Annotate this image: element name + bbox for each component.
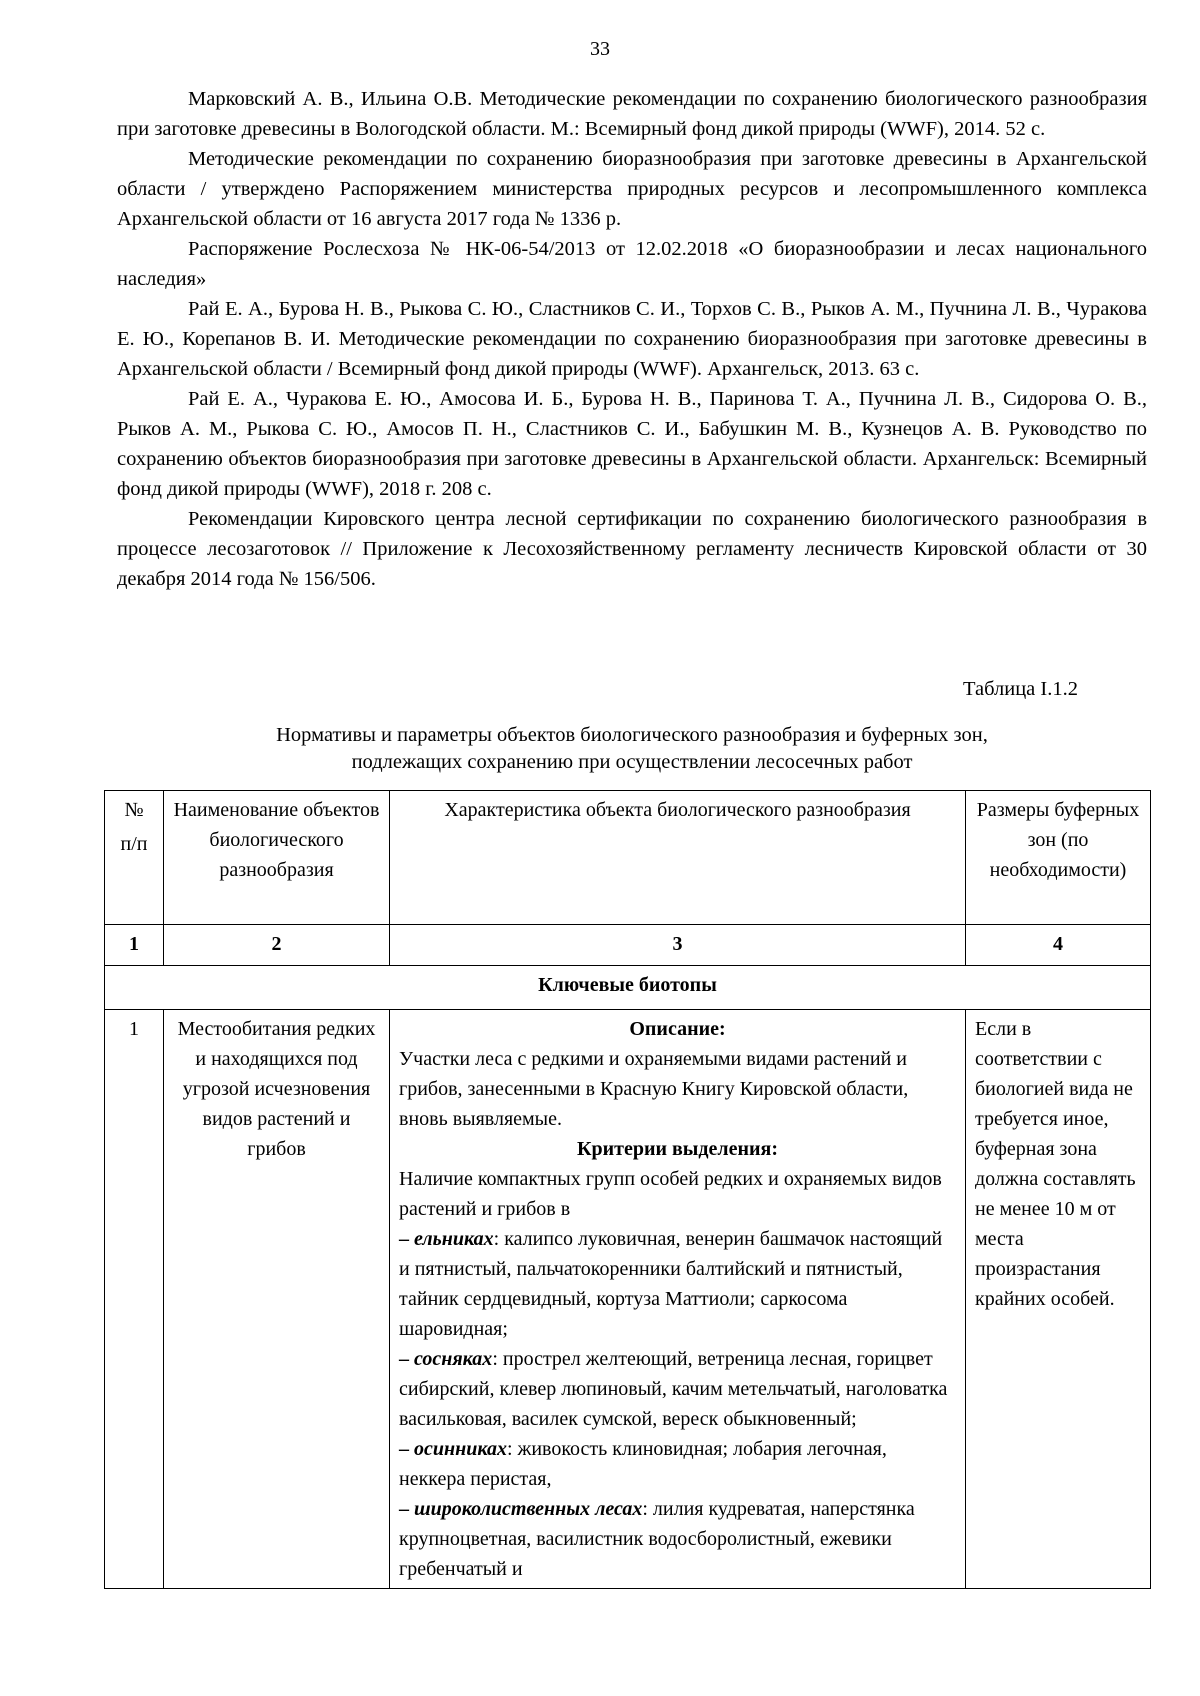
forest-item [399,1344,956,1434]
forest-type: широколиственных лесах [414,1498,643,1520]
criteria-heading: Критерии выделения: [576,1138,779,1160]
header-number [105,791,164,925]
forest-species: : лилия кудреватая, наперстянка крупноцветная, василистник водосборолистный, ежевики гребенчатый и [399,1498,915,1580]
forest-dash: – [399,1348,414,1370]
row-number: 1 [105,1010,164,1589]
column-number-row [105,925,1151,966]
section-title: Ключевые биотопы [105,966,1151,1010]
page-number: 33 [590,38,610,60]
norms-table [104,790,1151,1589]
column-number: 4 [966,925,1151,966]
column-number: 1 [105,925,164,966]
forest-type: осинниках [414,1438,507,1460]
header-number-pp: п/п [120,833,148,855]
table-header-row [105,791,1151,925]
forest-item [399,1224,956,1344]
table-label: Таблица I.1.2 [962,678,1078,700]
criteria-intro: Наличие компактных групп особей редких и охраняемых видов растений и грибов в [399,1168,942,1220]
forest-dash: – [399,1228,414,1250]
reference-item: Рай Е. А., Бурова Н. В., Рыкова С. Ю., Сластников С. И., Торхов С. В., Рыков А. М., Пучнина Л. В., Чуракова Е. Ю., Корепанов В. И. Методические рекомендации по сохранению биоразнообразия при заготовке древесины в Архангельской области / Всемирный фонд дикой природы (WWF). Архангельск, 2013. 63 с. [117,298,1147,380]
forest-species: : прострел желтеющий, ветреница лесная, горицвет сибирский, клевер люпиновый, качим метельчатый, наголоватка васильковая, василек сумской, вереск обыкновенный; [399,1348,948,1430]
forest-item [399,1434,956,1494]
reference-item: Марковский А. В., Ильина О.В. Методические рекомендации по сохранению биологического разнообразия при заготовке древесины в Вологодской области. М.: Всемирный фонд дикой природы (WWF), 2014. 52 с. [117,88,1147,140]
forest-type: сосняках [414,1348,493,1370]
column-number: 2 [164,925,390,966]
table-title-line: Нормативы и параметры объектов биологического разнообразия и буферных зон, [276,724,988,746]
reference-item: Рекомендации Кировского центра лесной сертификации по сохранению биологического разнообразия в процессе лесозаготовок // Приложение к Лесохозяйственному регламенту лесничеств Кировской области от 30 декабря 2014 года № 156/506. [117,508,1147,590]
reference-item: Рай Е. А., Чуракова Е. Ю., Амосова И. Б., Бурова Н. В., Паринова Т. А., Пучнина Л. В., Сидорова О. В., Рыков А. М., Рыкова С. Ю., Амосов П. Н., Сластников С. И., Бабушкин М. В., Кузнецов А. В. Руководство по сохранению объектов биоразнообразия при заготовке древесины в Архангельской области. Архангельск: Всемирный фонд дикой природы (WWF), 2018 г. 208 с. [117,388,1147,500]
reference-item: Методические рекомендации по сохранению биоразнообразия при заготовке древесины в Архангельской области / утверждено Распоряжением министерства природных ресурсов и лесопромышленного комплекса Архангельской области от 16 августа 2017 года № 1336 р. [117,148,1147,230]
forest-species: : калипсо луковичная, венерин башмачок настоящий и пятнистый, пальчатокоренники балтийский и пятнистый, тайник сердцевидный, кортуза Маттиоли; саркосома шаровидная; [399,1228,943,1340]
reference-list [117,84,1147,594]
table-row [105,1010,1151,1589]
header-buffer: Размеры буферных зон (по необходимости) [966,791,1151,925]
table-title [117,722,1147,776]
forest-species: : живокость клиновидная; лобария легочная, неккера перистая, [399,1438,887,1490]
description-heading: Описание: [629,1018,726,1040]
forest-type: ельниках [414,1228,494,1250]
table-title-line: подлежащих сохранению при осуществлении лесосечных работ [351,751,913,773]
description-text: Участки леса с редкими и охраняемыми видами растений и грибов, занесенными в Красную Книгу Кировской области, вновь выявляемые. [399,1048,909,1130]
header-number-sign: № [124,799,144,821]
row-object-name: Местообитания редких и находящихся под угрозой исчезновения видов растений и грибов [164,1010,390,1589]
forest-dash: – [399,1438,414,1460]
column-number: 3 [390,925,966,966]
header-characteristic: Характеристика объекта биологического разнообразия [390,791,966,925]
header-name: Наименование объектов биологического разнообразия [164,791,390,925]
forest-dash: – [399,1498,414,1520]
reference-item: Распоряжение Рослесхоза № НК-06-54/2013 от 12.02.2018 «О биоразнообразии и лесах национального наследия» [117,238,1147,290]
row-characteristic [390,1010,966,1589]
forest-item [399,1494,956,1584]
row-buffer-size: Если в соответствии с биологией вида не требуется иное, буферная зона должна составлять не менее 10 м от места произрастания крайних особей. [966,1010,1151,1589]
section-row [105,966,1151,1010]
